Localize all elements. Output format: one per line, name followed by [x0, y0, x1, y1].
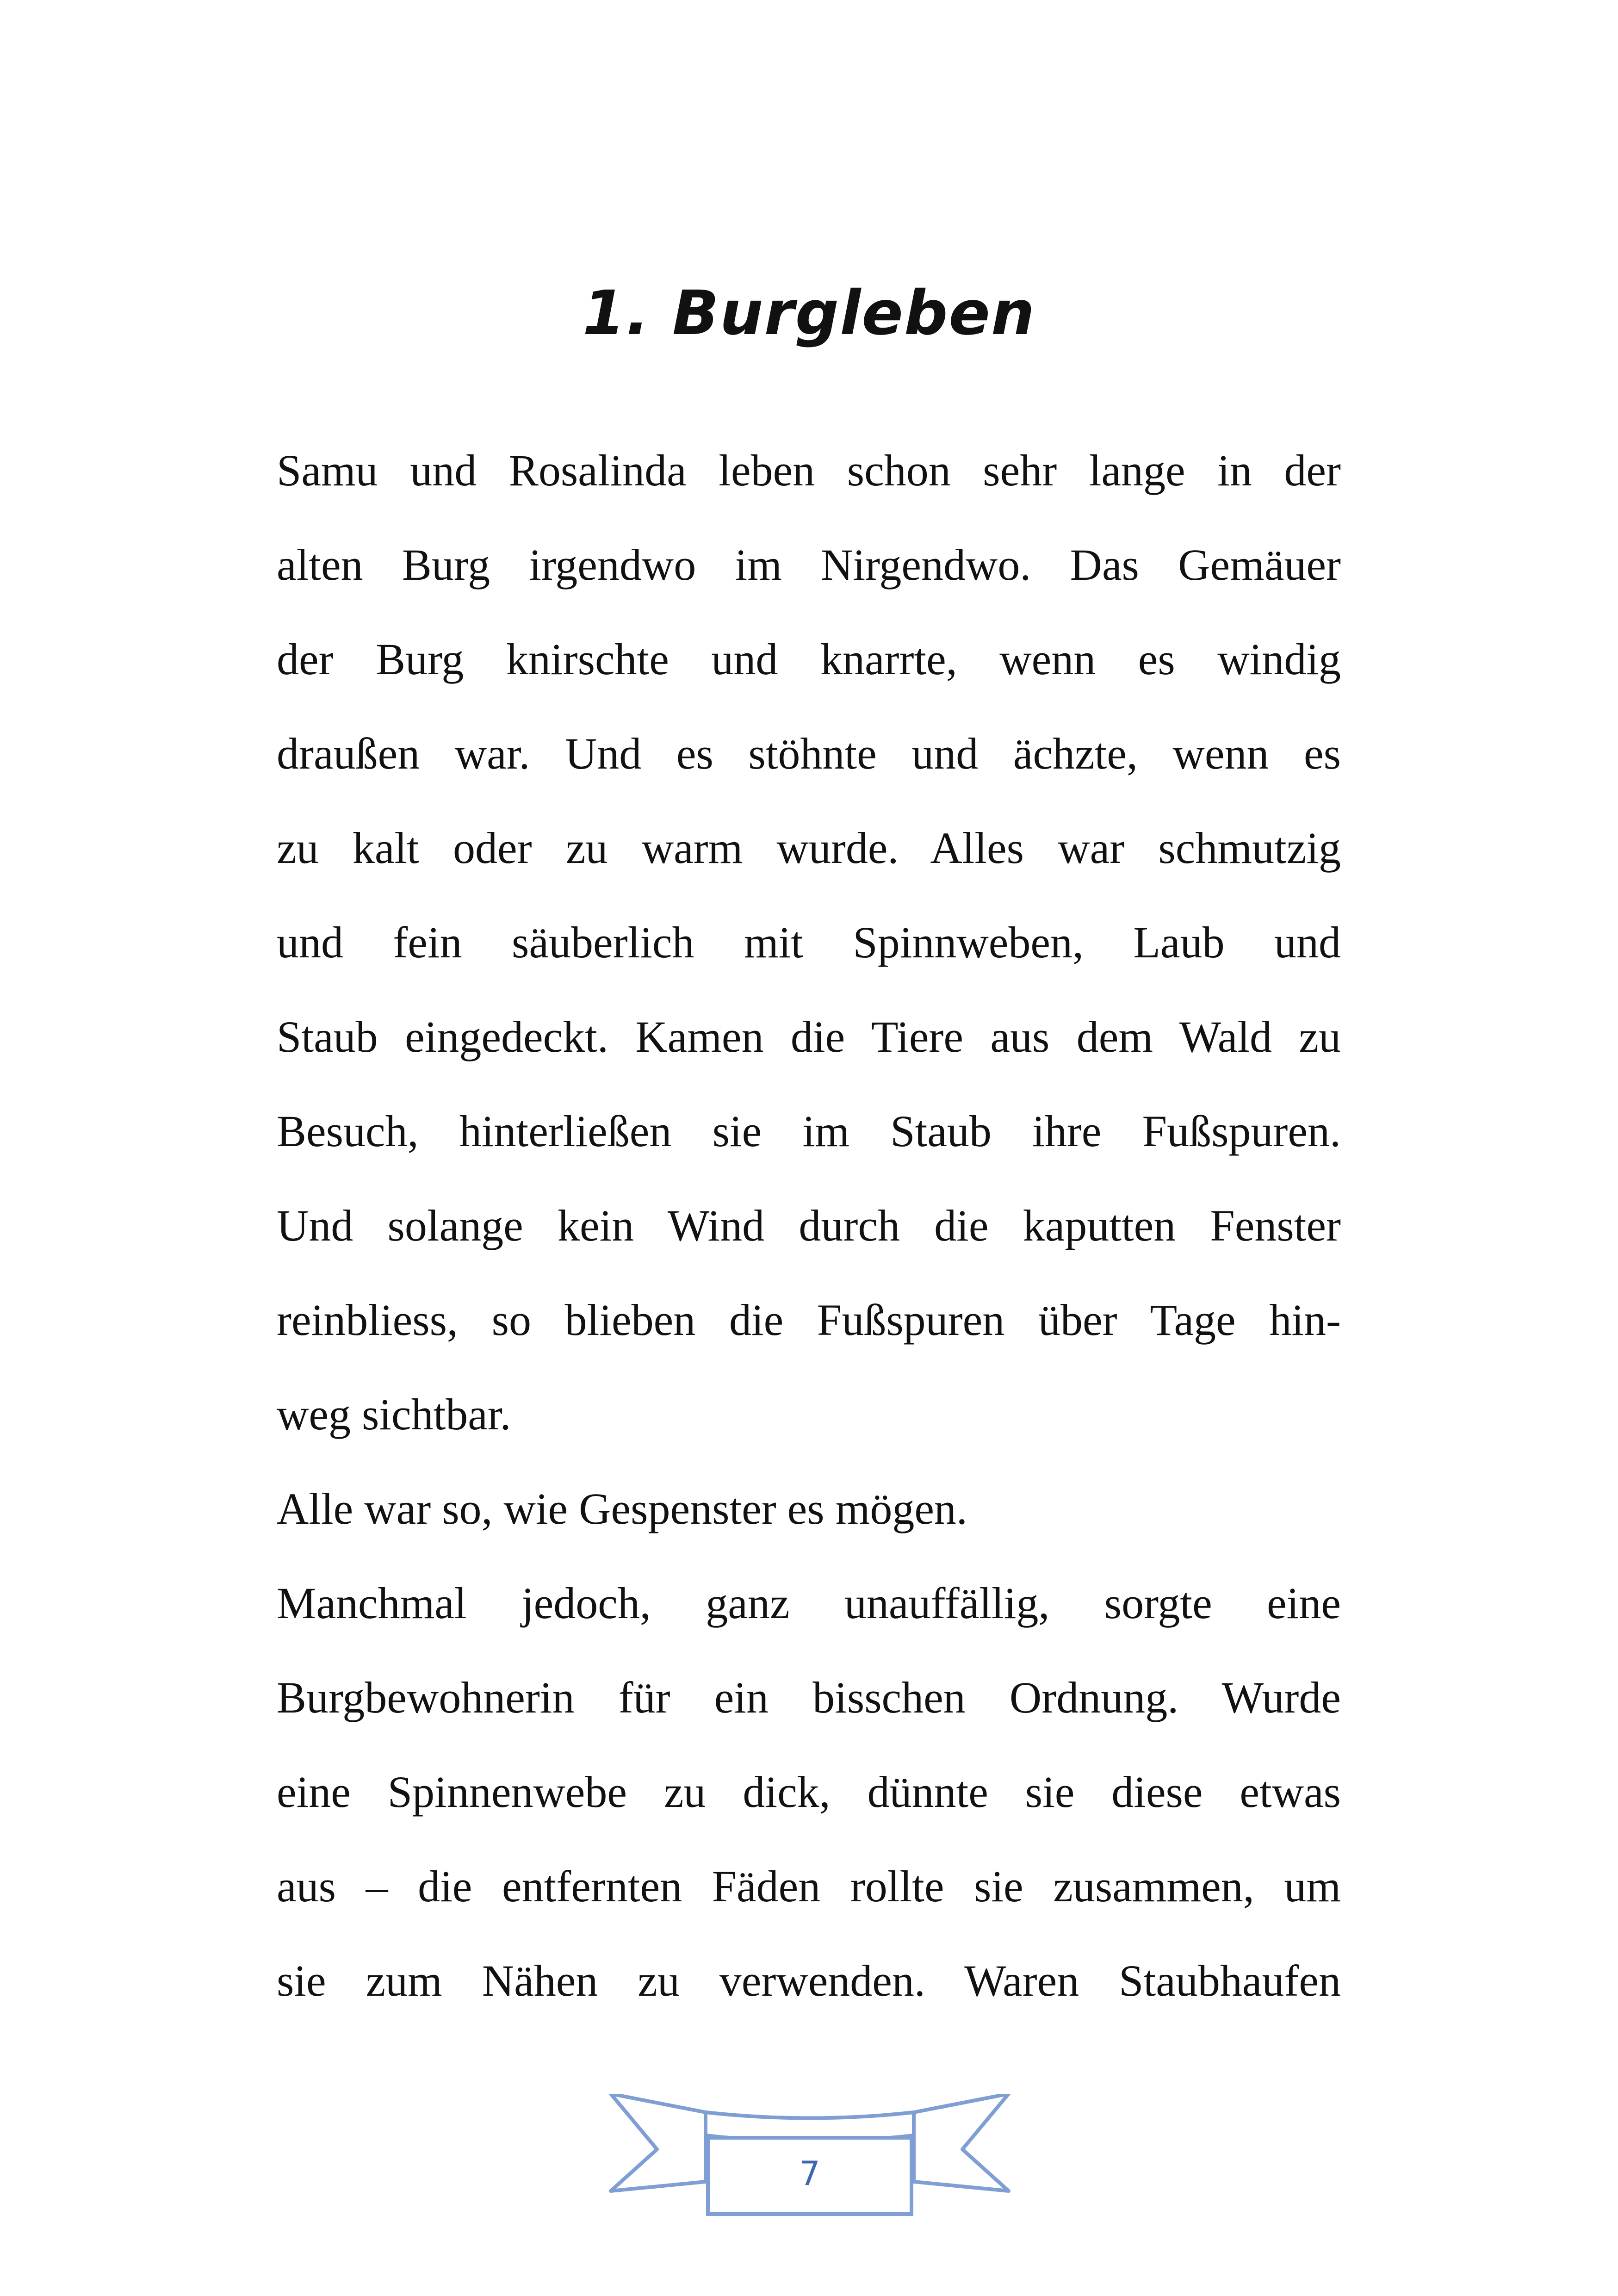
text-line: Manchmal jedoch, ganz unauffällig, sorgte eine [277, 1578, 1341, 1628]
page-number: 7 [799, 2154, 820, 2193]
text-line: draußen war. Und es stöhnte und ächzte, wenn es [277, 729, 1341, 778]
text-line: Besuch, hinterließen sie im Staub ihre Fußspuren. [277, 1106, 1341, 1156]
text-line: der Burg knirschte und knarrte, wenn es windig [277, 634, 1341, 684]
text-line: sie zum Nähen zu verwenden. Waren Staubhaufen [277, 1956, 1341, 2005]
text-line: eine Spinnenwebe zu dick, dünnte sie diese etwas [277, 1767, 1341, 1817]
text-line: aus – die entfernten Fäden rollte sie zusammen, um [277, 1862, 1341, 1911]
text-line: Samu und Rosalinda leben schon sehr lange in der [277, 446, 1341, 495]
text-line: alten Burg irgendwo im Nirgendwo. Das Gemäuer [277, 540, 1341, 590]
text-line: Alle war so, wie Gespenster es mögen. [277, 1484, 967, 1533]
body-text [277, 423, 1341, 2028]
text-line: zu kalt oder zu warm wurde. Alles war schmutzig [277, 823, 1341, 873]
text-line: Und solange kein Wind durch die kaputten Fenster [277, 1201, 1341, 1250]
text-line: reinbliess, so blieben die Fußspuren über Tage hin- [277, 1295, 1341, 1345]
text-line: und fein säuberlich mit Spinnweben, Laub und [277, 918, 1341, 967]
chapter-title: 1. Burgleben [583, 278, 1035, 349]
text-line: weg sichtbar. [277, 1390, 511, 1439]
text-line: Burgbewohnerin für ein bisschen Ordnung. Wurde [277, 1673, 1341, 1722]
text-line: Staub eingedeckt. Kamen die Tiere aus dem Wald zu [277, 1012, 1341, 1061]
page-number-banner [606, 2094, 1013, 2223]
